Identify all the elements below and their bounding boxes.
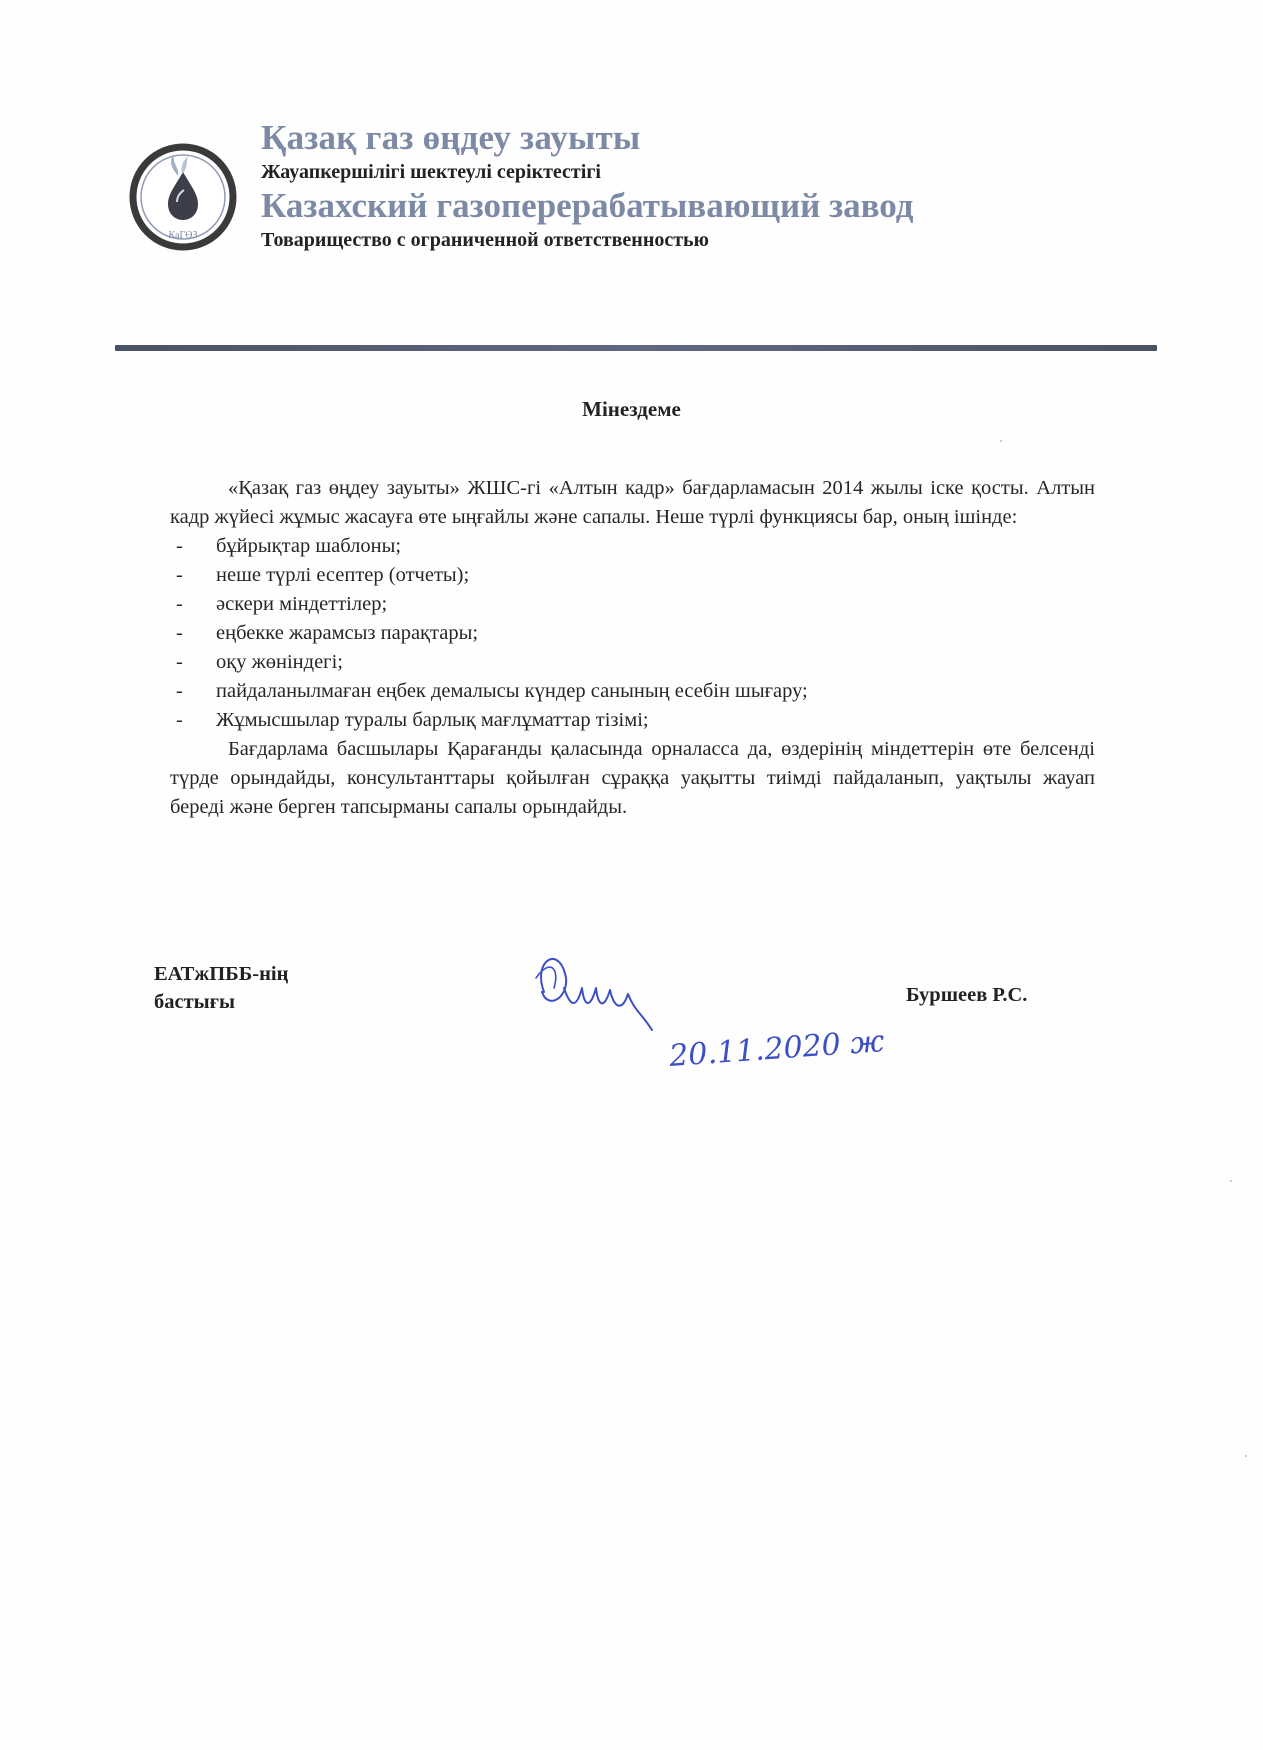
bullet-dash: - (176, 535, 183, 557)
feature-list (170, 532, 1095, 735)
list-item (170, 677, 1095, 706)
list-item (170, 532, 1095, 561)
scan-speck (1245, 1455, 1247, 1457)
list-item (170, 619, 1095, 648)
document-body (170, 474, 1095, 822)
list-item (170, 648, 1095, 677)
list-item-text: еңбекке жарамсыз парақтары; (216, 622, 479, 644)
list-item-text: пайдаланылмаған еңбек демалысы күндер санының есебін шығару; (216, 680, 808, 702)
org-legal-form-russian: Товарищество с ограниченной ответственностью (261, 229, 709, 251)
signatory-position-line2: бастығы (154, 991, 235, 1013)
org-legal-form-kazakh: Жауапкершілігі шектеулі серіктестігі (261, 161, 601, 183)
scan-speck (1000, 440, 1002, 442)
bullet-dash: - (176, 680, 183, 702)
bullet-dash: - (176, 564, 183, 586)
closing-paragraph: Бағдарлама басшылары Қарағанды қаласында орналасса да, өздерінің міндеттерін өте белсенді түрде орындайды, консультанттары қойылған сұраққа уақытты тиімді пайдаланып, уақтылы жауап береді және берген тапсырманы сапалы орындайды. (170, 738, 1095, 818)
scan-speck (1230, 1180, 1232, 1182)
bullet-dash: - (176, 709, 183, 731)
list-item (170, 561, 1095, 590)
letterhead-divider (115, 345, 1157, 351)
logo-text: КаГӨЗ (168, 230, 198, 241)
org-name-block (261, 118, 1061, 252)
list-item-text: әскери міндеттілер; (216, 593, 388, 615)
org-name-russian: Казахский газоперерабатывающий завод (261, 186, 914, 225)
signatory-position (154, 960, 288, 1016)
bullet-dash: - (176, 593, 183, 615)
list-item-text: оқу жөніндегі; (216, 651, 343, 673)
signer-name: Буршеев Р.С. (906, 984, 1028, 1006)
signatory-position-line1: ЕАТжПББ-нің (154, 963, 289, 985)
handwritten-date: 20.11.2020 ж (668, 1024, 886, 1074)
list-item (170, 706, 1095, 735)
document-title: Мінездеме (582, 397, 681, 421)
list-item-text: бұйрықтар шаблоны; (216, 535, 402, 557)
list-item-text: неше түрлі есептер (отчеты); (216, 564, 470, 586)
intro-paragraph: «Қазақ газ өңдеу зауыты» ЖШС-гі «Алтын кадр» бағдарламасын 2014 жылы іске қосты. Алтын кадр жүйесі жұмыс жасауға өте ыңғайлы және сапалы. Неше түрлі функциясы бар, оның ішінде: (170, 477, 1095, 528)
bullet-dash: - (176, 651, 183, 673)
list-item-text: Жұмысшылар туралы барлық мағлұматтар тізімі; (216, 709, 649, 731)
list-item (170, 590, 1095, 619)
bullet-dash: - (176, 622, 183, 644)
company-logo (128, 142, 238, 252)
letterhead (128, 118, 1028, 268)
org-name-kazakh: Қазақ газ өңдеу зауыты (261, 118, 641, 157)
handwritten-signature (530, 948, 890, 1098)
